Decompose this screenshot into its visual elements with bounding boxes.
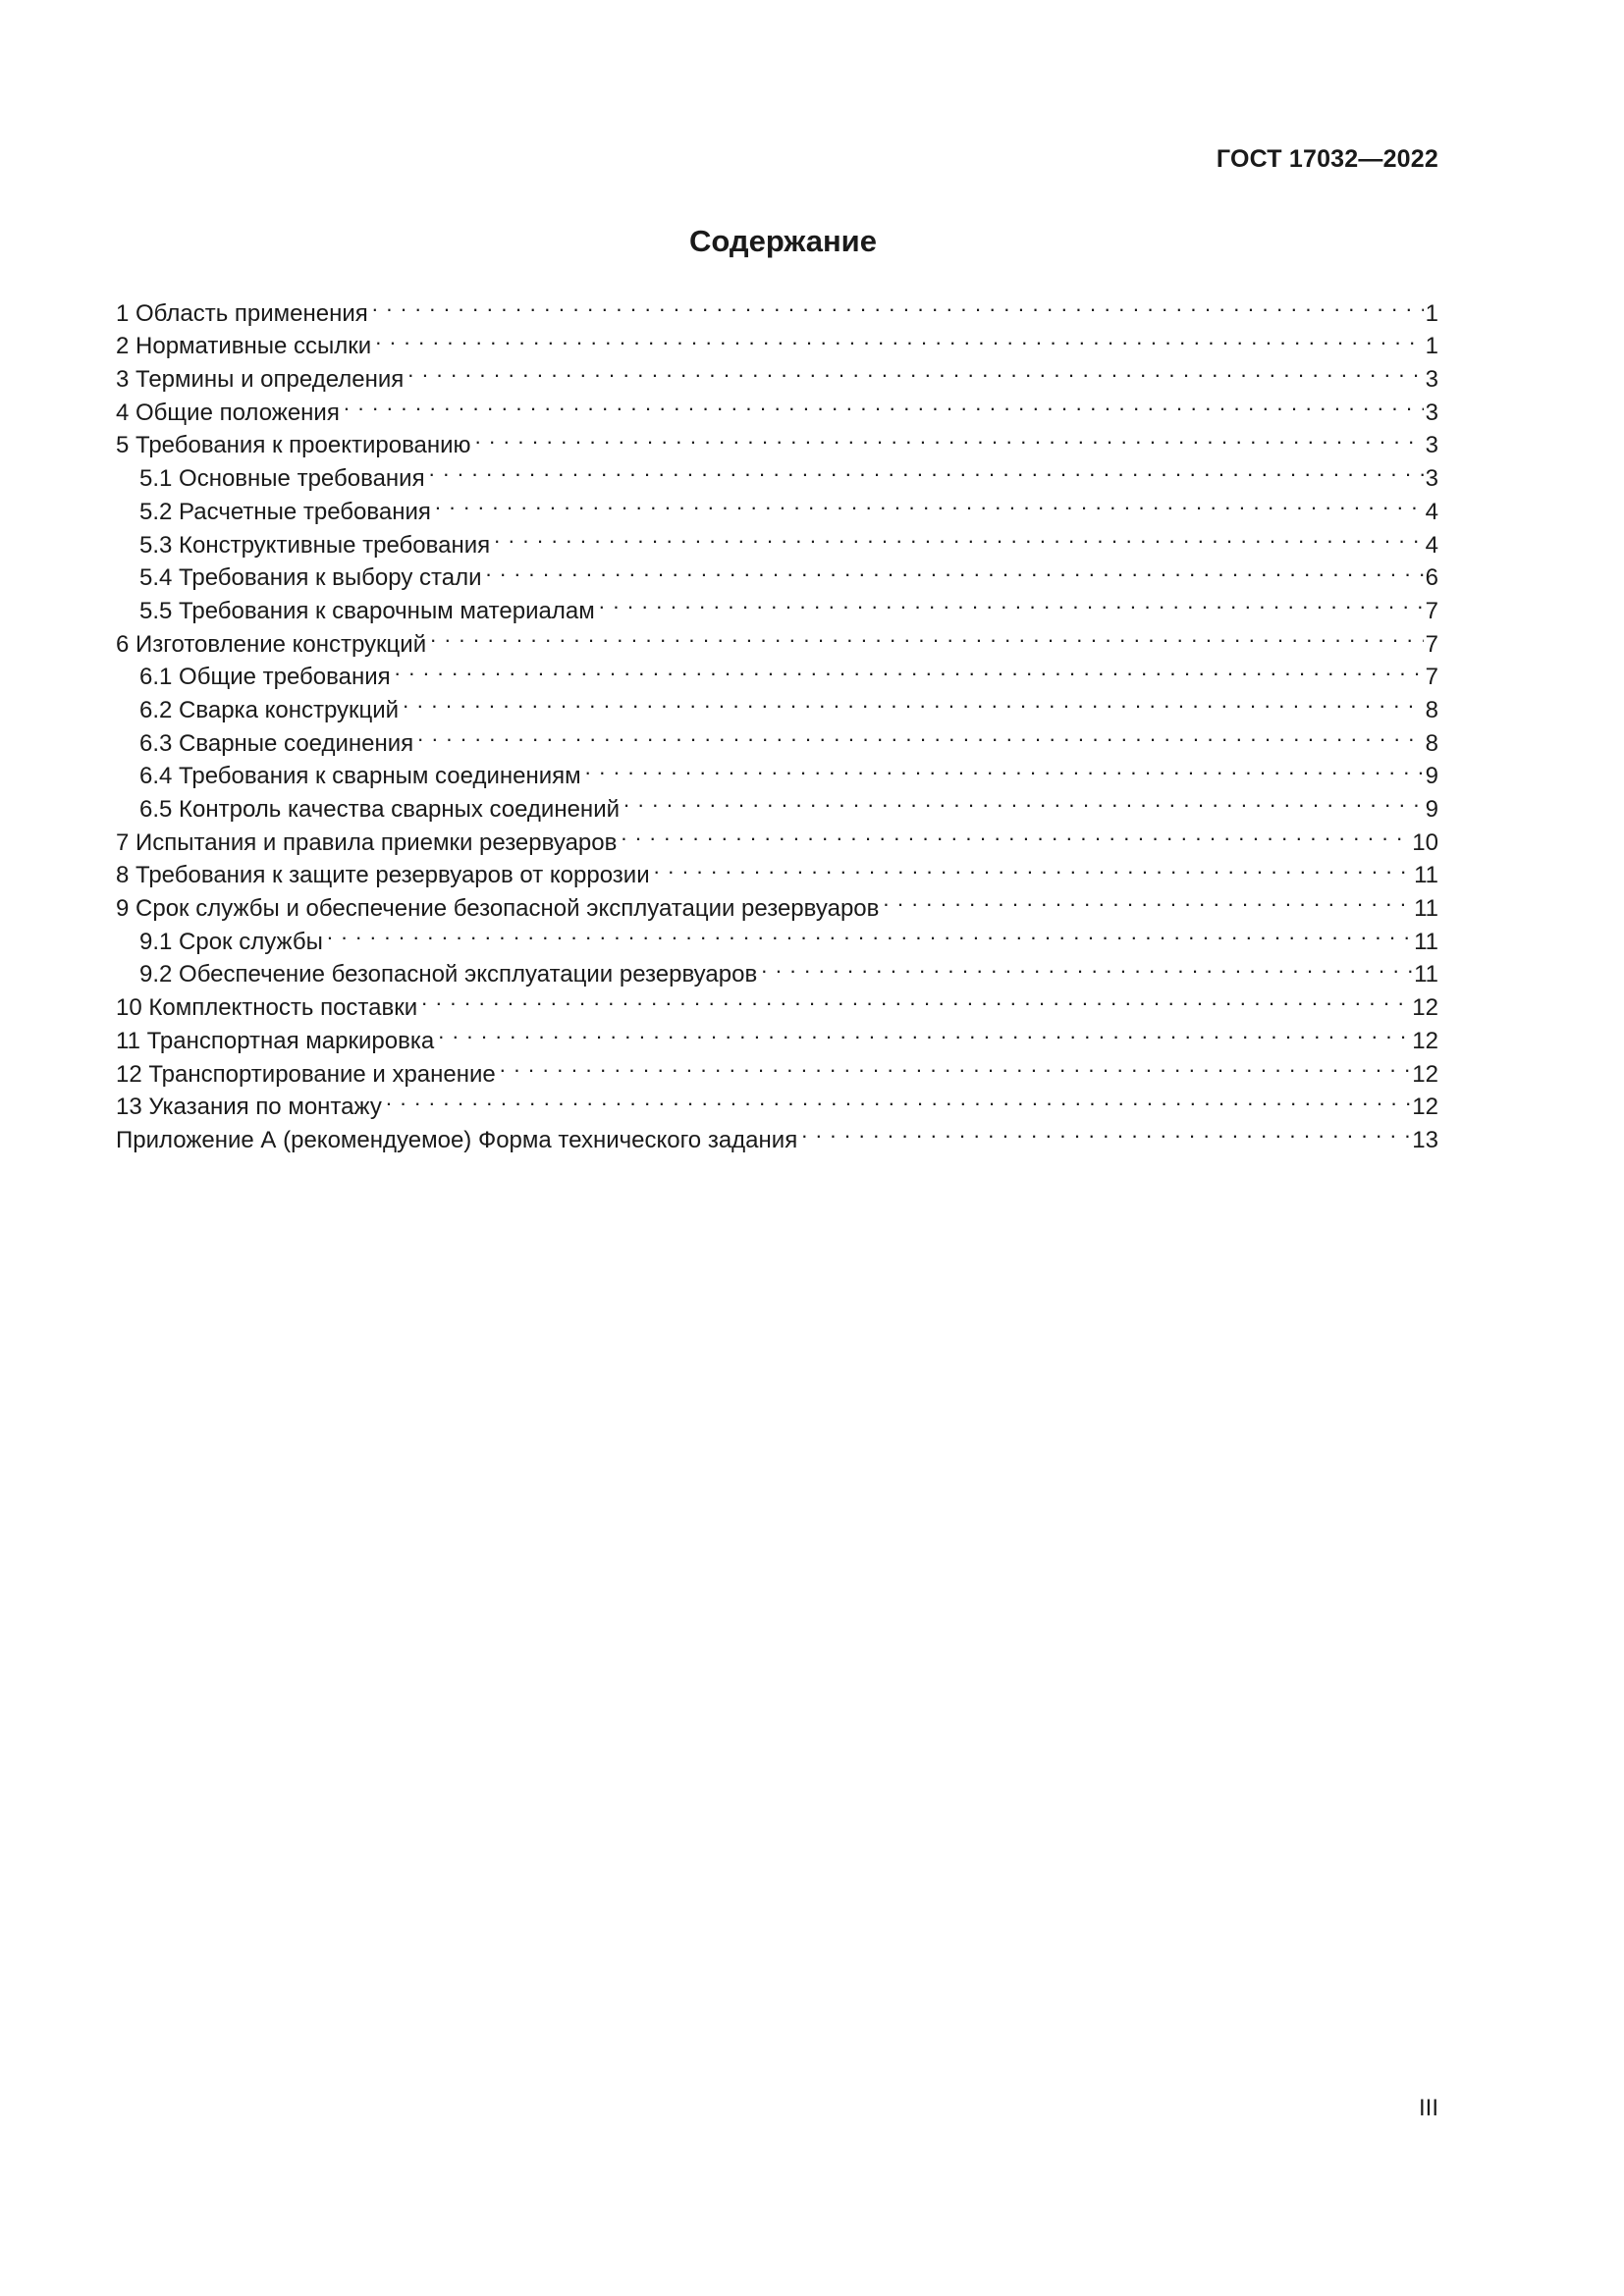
toc-entry-label: 9.1 Срок службы bbox=[139, 928, 323, 955]
toc-entry-page: 1 bbox=[1425, 299, 1438, 327]
toc-entry-page: 3 bbox=[1425, 366, 1438, 394]
toc-dot-leader bbox=[327, 916, 1412, 949]
toc-entry[interactable] bbox=[116, 288, 1438, 327]
toc-entry-label: 6.1 Общие требования bbox=[139, 664, 391, 691]
toc-entry-label: 11 Транспортная маркировка bbox=[116, 1027, 435, 1054]
toc-dot-leader bbox=[623, 783, 1424, 817]
toc-dot-leader bbox=[372, 288, 1424, 321]
toc-entry-label: Приложение А (рекомендуемое) Форма технического задания bbox=[116, 1126, 798, 1153]
toc-entry-page: 7 bbox=[1425, 630, 1438, 658]
toc-dot-leader bbox=[438, 1015, 1410, 1048]
toc-dot-leader bbox=[801, 1114, 1410, 1148]
toc-entry-label: 3 Термины и определения bbox=[116, 366, 405, 394]
toc-dot-leader bbox=[654, 850, 1412, 883]
toc-dot-leader bbox=[375, 321, 1423, 354]
toc-entry-page: 12 bbox=[1412, 1094, 1438, 1121]
toc-entry-label: 8 Требования к защите резервуаров от коррозии bbox=[116, 862, 650, 889]
toc-entry-label: 9 Срок службы и обеспечение безопасной эксплуатации резервуаров bbox=[116, 895, 880, 923]
toc-dot-leader bbox=[883, 882, 1412, 916]
toc-dot-leader bbox=[761, 949, 1412, 983]
toc-entry-page: 11 bbox=[1414, 928, 1438, 955]
toc-entry-label: 6 Изготовление конструкций bbox=[116, 630, 427, 658]
toc-entry-page: 4 bbox=[1425, 531, 1438, 559]
toc-entry-label: 6.3 Сварные соединения bbox=[139, 729, 414, 757]
toc-entry-label: 5.1 Основные требования bbox=[139, 465, 425, 493]
toc-entry-label: 12 Транспортирование и хранение bbox=[116, 1060, 496, 1088]
toc-entry-label: 9.2 Обеспечение безопасной эксплуатации резервуаров bbox=[139, 961, 758, 988]
toc-entry-label: 5 Требования к проектированию bbox=[116, 432, 471, 459]
toc-entry-page: 7 bbox=[1425, 597, 1438, 624]
toc-dot-leader bbox=[395, 652, 1424, 685]
toc-dot-leader bbox=[585, 751, 1424, 784]
toc-entry-page: 3 bbox=[1425, 432, 1438, 459]
toc-entry-page: 13 bbox=[1412, 1126, 1438, 1153]
toc-entry-label: 1 Область применения bbox=[116, 299, 368, 327]
toc-entry-label: 4 Общие положения bbox=[116, 399, 340, 426]
toc-entry-label: 7 Испытания и правила приемки резервуаров bbox=[116, 828, 618, 856]
toc-dot-leader bbox=[417, 718, 1423, 751]
toc-entry-page: 8 bbox=[1425, 729, 1438, 757]
toc-dot-leader bbox=[344, 387, 1424, 420]
toc-entry-page: 12 bbox=[1412, 994, 1438, 1022]
toc-dot-leader bbox=[429, 453, 1424, 486]
toc-entry-label: 5.3 Конструктивные требования bbox=[139, 531, 491, 559]
toc-entry-label: 6.5 Контроль качества сварных соединений bbox=[139, 796, 620, 823]
toc-dot-leader bbox=[475, 420, 1424, 454]
toc-entry-page: 9 bbox=[1425, 763, 1438, 790]
toc-dot-leader bbox=[407, 353, 1423, 387]
toc-entry-label: 5.2 Расчетные требования bbox=[139, 498, 431, 525]
toc-title: Содержание bbox=[689, 224, 877, 258]
toc-entry-label: 6.2 Сварка конструкций bbox=[139, 696, 400, 723]
toc-entry-label: 6.4 Требования к сварным соединениям bbox=[139, 763, 581, 790]
toc-entry-label: 13 Указания по монтажу bbox=[116, 1094, 382, 1121]
toc-dot-leader bbox=[621, 817, 1410, 850]
toc-entry-label: 10 Комплектность поставки bbox=[116, 994, 418, 1022]
toc-dot-leader bbox=[435, 486, 1424, 519]
toc-entry-page: 11 bbox=[1414, 961, 1438, 988]
toc-entry-page: 11 bbox=[1414, 895, 1438, 923]
toc-entry-page: 6 bbox=[1425, 564, 1438, 592]
toc-entry-page: 7 bbox=[1425, 664, 1438, 691]
toc-dot-leader bbox=[494, 519, 1424, 553]
page-number: III bbox=[1418, 2095, 1438, 2121]
toc-entry-label: 5.4 Требования к выбору стали bbox=[139, 564, 482, 592]
toc-entry-page: 12 bbox=[1412, 1027, 1438, 1054]
toc-dot-leader bbox=[599, 585, 1424, 618]
toc-entry-label: 2 Нормативные ссылки bbox=[116, 333, 372, 360]
toc-entry-page: 10 bbox=[1412, 828, 1438, 856]
toc-entry-page: 3 bbox=[1425, 399, 1438, 426]
toc-entry-page: 12 bbox=[1412, 1060, 1438, 1088]
toc-dot-leader bbox=[421, 982, 1410, 1015]
toc-list bbox=[116, 288, 1438, 1153]
toc-dot-leader bbox=[403, 684, 1424, 718]
toc-entry-page: 1 bbox=[1425, 333, 1438, 360]
document-code: ГОСТ 17032—2022 bbox=[1216, 145, 1438, 173]
toc-entry-page: 9 bbox=[1425, 796, 1438, 823]
toc-entry-page: 11 bbox=[1414, 862, 1438, 889]
toc-dot-leader bbox=[500, 1048, 1411, 1082]
toc-entry-page: 3 bbox=[1425, 465, 1438, 493]
toc-dot-leader bbox=[486, 553, 1424, 586]
toc-dot-leader bbox=[386, 1082, 1410, 1115]
toc-entry-label: 5.5 Требования к сварочным материалам bbox=[139, 597, 595, 624]
toc-entry-page: 8 bbox=[1425, 696, 1438, 723]
toc-dot-leader bbox=[430, 618, 1424, 652]
toc-entry-page: 4 bbox=[1425, 498, 1438, 525]
